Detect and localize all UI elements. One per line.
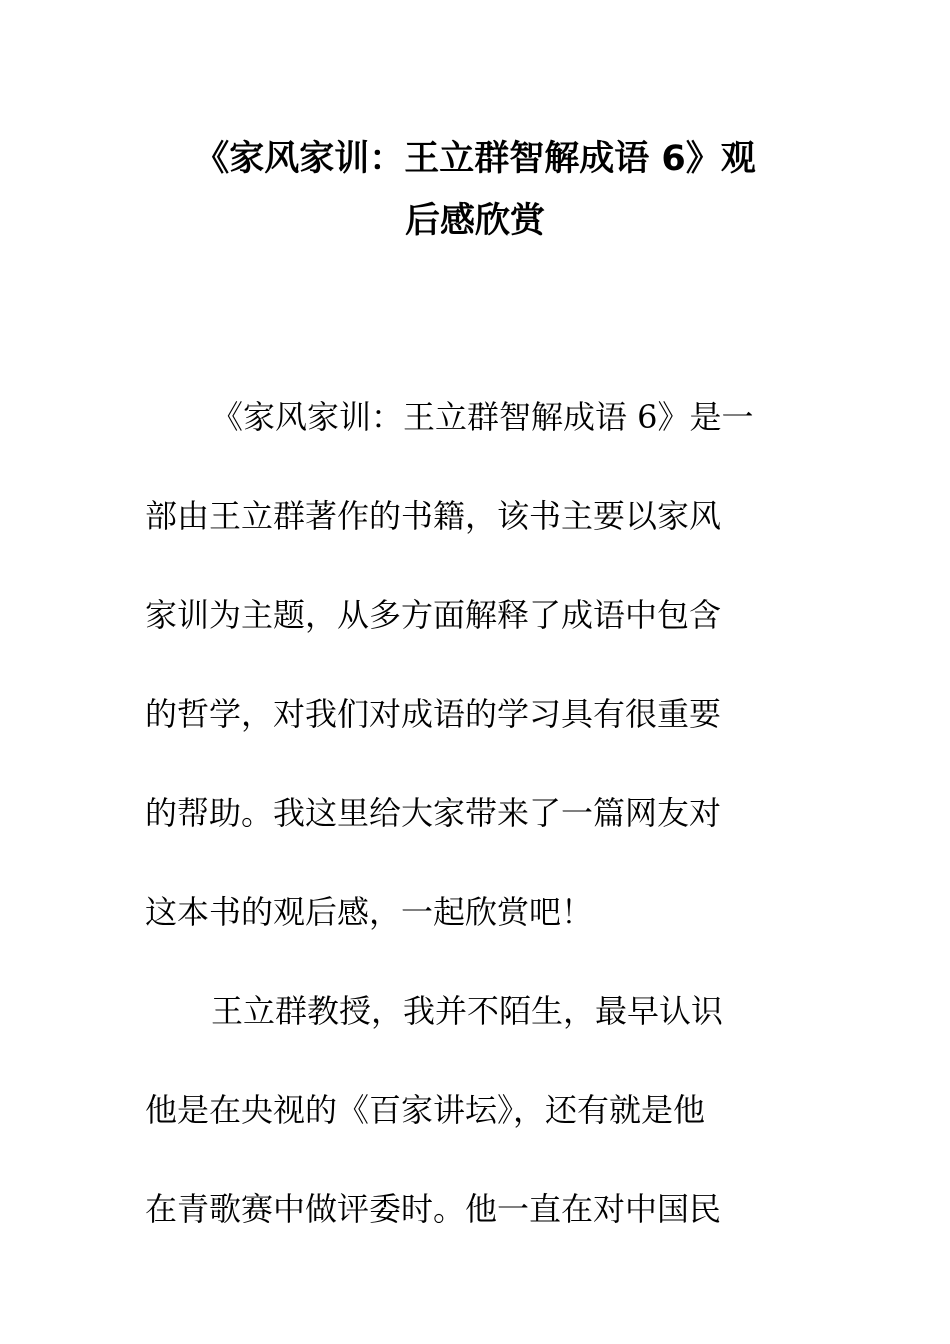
paragraph-line: 在青歌赛中做评委时。他一直在对中国民 (145, 1190, 722, 1228)
paragraph-line: 他是在央视的《百家讲坛》，还有就是他 (145, 1091, 706, 1129)
paragraph-line: 的哲学，对我们对成语的学习具有很重要 (145, 695, 722, 733)
paragraph-1 (145, 368, 805, 962)
paragraph-line: 的帮助。我这里给大家带来了一篇网友对 (145, 794, 722, 832)
document-title (140, 128, 810, 252)
title-line: 后感欣赏 (404, 201, 545, 241)
paragraph-line: 部由王立群著作的书籍，该书主要以家风 (145, 497, 722, 535)
paragraph-line: 王立群教授，我并不陌生，最早认识 (211, 992, 724, 1030)
document-body (145, 368, 805, 1259)
paragraph-2 (145, 962, 805, 1259)
paragraph-line: 家训为主题，从多方面解释了成语中包含 (145, 596, 722, 634)
paragraph-line: 这本书的观后感，一起欣赏吧！ (145, 893, 594, 931)
title-line: 《家风家训：王立群智解成语 6》观 (194, 139, 756, 179)
paragraph-line: 《家风家训：王立群智解成语 6》是一 (211, 398, 754, 436)
